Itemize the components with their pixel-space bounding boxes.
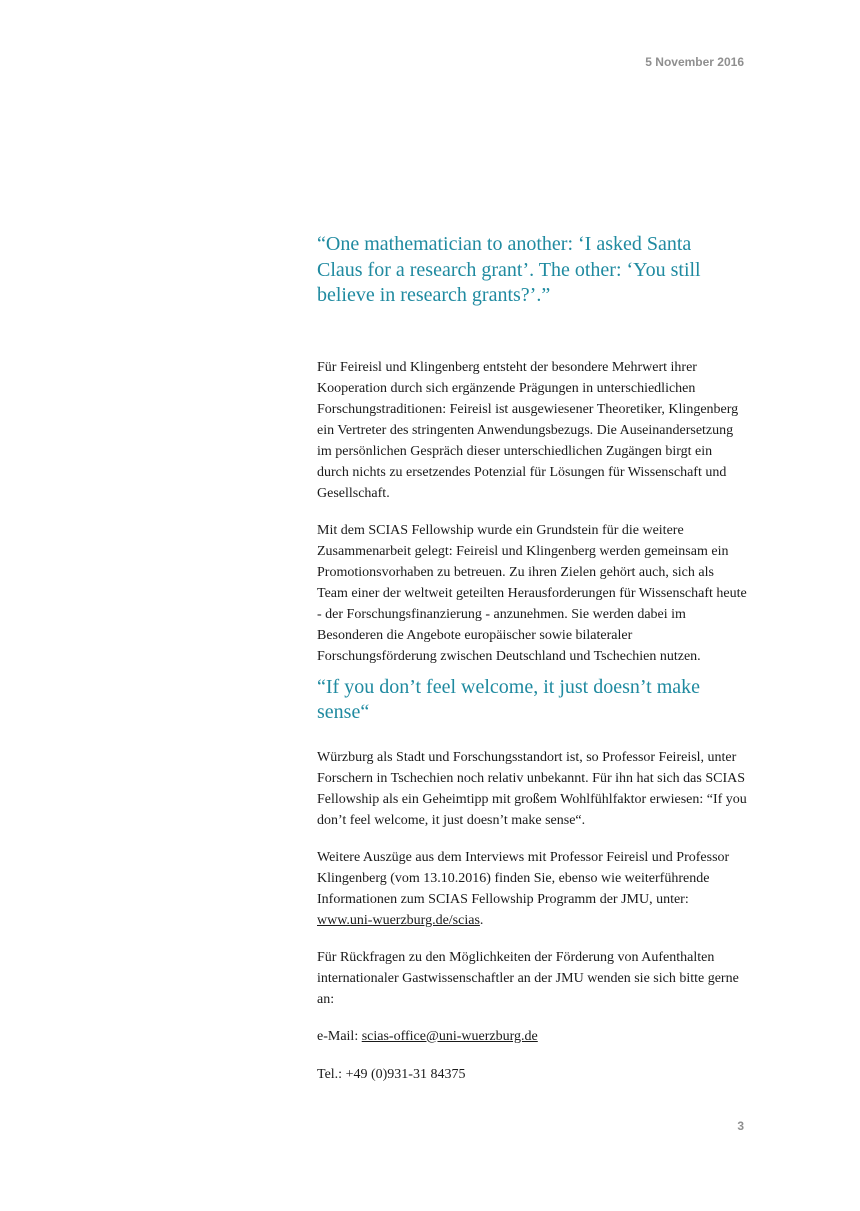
- email-line: [317, 1026, 747, 1047]
- email-link[interactable]: scias-office@uni-wuerzburg.de: [361, 1028, 538, 1044]
- paragraph-interviews-text: Weitere Auszüge aus dem Interviews mit Professor Feireisl und Professor Klingenberg (vom 13.10.2016) finden Sie, ebenso wie weiterführende Informationen zum SCIAS Fellowship Programm der JMU, unter:: [317, 849, 730, 907]
- paragraph-interviews: [317, 847, 747, 931]
- article-body: [317, 232, 747, 1102]
- paragraph-fellowship: Mit dem SCIAS Fellowship wurde ein Grundstein für die weitere Zusammenarbeit gelegt: Feireisl und Klingenberg werden gemeinsam ein Promotionsvorhaben zu betreuen. Zu ihren Zielen gehört auch, sich als Team einer der weltweit geteilten Herausforderungen für Wissenschaft heute - der Forschungsfinanzierung - anzunehmen. Sie werden dabei im Besonderen die Angebote europäischer sowie bilateraler Forschungsförderung zwischen Deutschland und Tschechien nutzen.: [317, 522, 747, 664]
- paragraph-wuerzburg: Würzburg als Stadt und Forschungsstandort ist, so Professor Feireisl, unter Forschern in Tschechien noch relativ unbekannt. Für ihn hat sich das SCIAS Fellowship als ein Geheimtipp mit großem Wohlfühlfaktor erwiesen: “If you don’t feel welcome, it just doesn’t make sense“.: [317, 749, 747, 828]
- paragraph-interviews-end: .: [479, 912, 484, 928]
- paragraph-cooperation: Für Feireisl und Klingenberg entsteht der besondere Mehrwert ihrer Kooperation durch sich ergänzende Prägungen in unterschiedlichen Forschungstraditionen: Feireisl ist ausgewiesener Theoretiker, Klingenberg ein Vertreter des stringenten Anwendungsbezugs. Die Auseinandersetzung im persönlichen Gespräch dieser unterschiedlichen Zugängen birgt ein durch nichts zu ersetzendes Potenzial für Lösungen für Wissenschaft und Gesellschaft.: [317, 359, 739, 501]
- phone-line: Tel.: +49 (0)931-31 84375: [317, 1066, 466, 1082]
- pull-quote-grant: “One mathematician to another: ‘I asked Santa Claus for a research grant’. The other: ‘You still believe in research grants?’.”: [317, 233, 701, 306]
- email-label: e-Mail:: [317, 1028, 362, 1044]
- page-date: 5 November 2016: [645, 55, 744, 69]
- scias-website-link[interactable]: www.uni-wuerzburg.de/scias: [317, 912, 480, 928]
- pull-quote-welcome: “If you don’t feel welcome, it just doesn’t make sense“: [317, 675, 701, 723]
- paragraph-inquiries: Für Rückfragen zu den Möglichkeiten der Förderung von Aufenthalten internationaler Gastwissenschaftler an der JMU wenden sie sich bitte gerne an:: [317, 949, 739, 1007]
- page-number: 3: [737, 1119, 744, 1133]
